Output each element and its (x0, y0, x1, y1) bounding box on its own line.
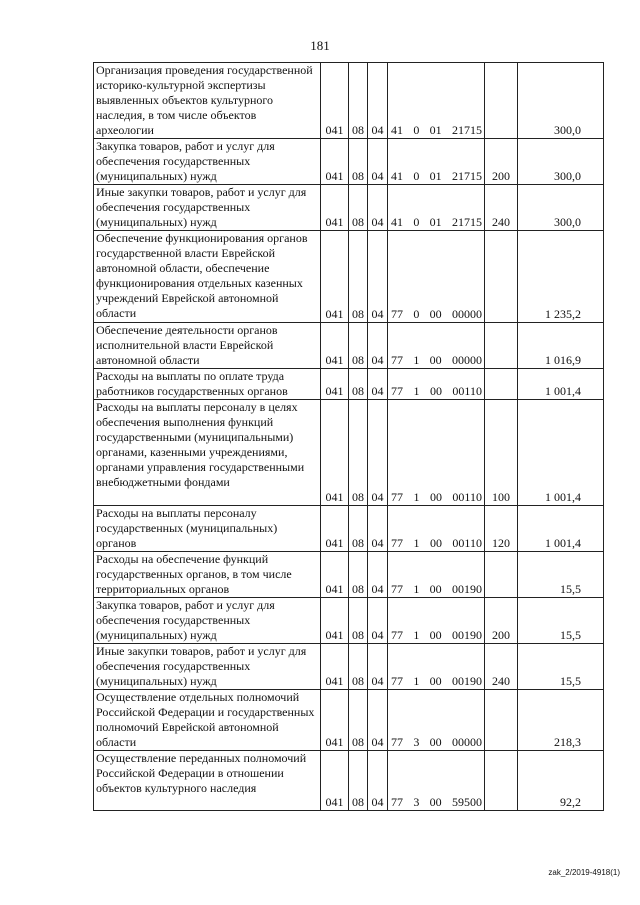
table-row (94, 644, 604, 690)
csr-code (388, 169, 484, 184)
table-row (94, 598, 604, 644)
row-name: Расходы на обеспечение функций государственных органов, в том числе территориальных органов (94, 552, 321, 598)
csr-part: 01 (429, 215, 442, 229)
cell-gr: 041 (321, 323, 349, 369)
cell-csr (388, 552, 485, 598)
cell-csr (388, 506, 485, 552)
cell-gr: 041 (321, 63, 349, 139)
csr-part: 41 (391, 169, 403, 183)
cell-vr (485, 690, 518, 751)
row-name: Закупка товаров, работ и услуг для обеспечения государственных (муниципальных) нужд (94, 139, 321, 185)
cell-csr (388, 185, 485, 231)
csr-part: 1 (413, 582, 420, 596)
csr-part: 77 (391, 582, 403, 596)
cell-sum: 218,3 (518, 690, 604, 751)
cell-sum: 300,0 (518, 185, 604, 231)
cell-vr (485, 63, 518, 139)
table-row (94, 751, 604, 811)
footer-code: zak_2/2019-4918(1) (548, 868, 620, 877)
cell-rz: 08 (349, 690, 368, 751)
csr-part: 77 (391, 536, 403, 550)
csr-part: 41 (391, 215, 403, 229)
csr-code (388, 582, 484, 597)
cell-gr: 041 (321, 598, 349, 644)
cell-csr (388, 231, 485, 323)
cell-pr: 04 (368, 598, 388, 644)
cell-rz: 08 (349, 139, 368, 185)
cell-gr: 041 (321, 644, 349, 690)
cell-vr: 120 (485, 506, 518, 552)
csr-part: 77 (391, 674, 403, 688)
cell-pr: 04 (368, 751, 388, 811)
csr-part: 1 (413, 490, 420, 504)
cell-rz: 08 (349, 63, 368, 139)
cell-csr (388, 369, 485, 400)
cell-pr: 04 (368, 552, 388, 598)
cell-gr: 041 (321, 690, 349, 751)
cell-vr (485, 323, 518, 369)
cell-vr (485, 231, 518, 323)
cell-gr: 041 (321, 400, 349, 506)
cell-vr (485, 751, 518, 811)
csr-part: 0 (413, 123, 420, 137)
table-row (94, 690, 604, 751)
csr-code (388, 628, 484, 643)
cell-pr: 04 (368, 185, 388, 231)
cell-pr: 04 (368, 139, 388, 185)
cell-csr (388, 323, 485, 369)
cell-pr: 04 (368, 369, 388, 400)
cell-pr: 04 (368, 644, 388, 690)
cell-gr: 041 (321, 751, 349, 811)
cell-rz: 08 (349, 598, 368, 644)
csr-part: 21715 (451, 169, 482, 183)
cell-rz: 08 (349, 400, 368, 506)
csr-part: 00 (429, 536, 442, 550)
csr-part: 77 (391, 384, 403, 398)
csr-part: 3 (413, 795, 420, 809)
csr-part: 00 (429, 490, 442, 504)
cell-sum: 1 016,9 (518, 323, 604, 369)
csr-part: 1 (413, 536, 420, 550)
csr-part: 00 (429, 735, 442, 749)
row-name: Расходы на выплаты по оплате труда работников государственных органов (94, 369, 321, 400)
row-name: Расходы на выплаты персоналу государственных (муниципальных) органов (94, 506, 321, 552)
csr-part: 00 (429, 582, 442, 596)
csr-code (388, 490, 484, 505)
cell-gr: 041 (321, 552, 349, 598)
csr-part: 3 (413, 735, 420, 749)
csr-part: 00 (429, 307, 442, 321)
cell-rz: 08 (349, 552, 368, 598)
cell-csr (388, 598, 485, 644)
csr-part: 1 (413, 384, 420, 398)
table-row (94, 400, 604, 506)
cell-csr (388, 644, 485, 690)
csr-part: 00110 (452, 384, 482, 398)
cell-sum: 1 001,4 (518, 400, 604, 506)
cell-vr: 200 (485, 598, 518, 644)
row-name: Обеспечение функционирования органов государственной власти Еврейской автономной области, обеспечение функционирования отдельных казенных учреждений Еврейской автономной области (94, 231, 321, 323)
cell-rz: 08 (349, 323, 368, 369)
csr-part: 00110 (452, 536, 482, 550)
row-name: Расходы на выплаты персоналу в целях обеспечения выполнения функций государственными (муниципальными) органами, казенными учреждениями, органами управления государственными внебюджетными фондами (94, 400, 321, 506)
csr-part: 00000 (451, 735, 482, 749)
cell-pr: 04 (368, 323, 388, 369)
csr-code (388, 123, 484, 138)
csr-code (388, 353, 484, 368)
cell-csr (388, 690, 485, 751)
cell-sum: 1 001,4 (518, 369, 604, 400)
row-name: Осуществление отдельных полномочий Российской Федерации и государственных полномочий Еврейской автономной области (94, 690, 321, 751)
row-name: Организация проведения государственной историко-культурной экспертизы выявленных объектов культурного наследия, в том числе объектов археологии (94, 63, 321, 139)
csr-part: 00 (429, 384, 442, 398)
cell-sum: 15,5 (518, 598, 604, 644)
csr-part: 00 (429, 674, 442, 688)
budget-table (93, 62, 604, 811)
csr-code (388, 536, 484, 551)
cell-vr: 200 (485, 139, 518, 185)
csr-part: 0 (413, 307, 420, 321)
cell-rz: 08 (349, 369, 368, 400)
csr-part: 1 (413, 674, 420, 688)
csr-part: 77 (391, 307, 403, 321)
cell-gr: 041 (321, 185, 349, 231)
csr-part: 00 (429, 353, 442, 367)
csr-part: 00190 (451, 674, 482, 688)
csr-part: 77 (391, 353, 403, 367)
csr-part: 77 (391, 490, 403, 504)
csr-part: 0 (413, 215, 420, 229)
table-row (94, 231, 604, 323)
cell-pr: 04 (368, 506, 388, 552)
cell-vr (485, 369, 518, 400)
csr-code (388, 307, 484, 322)
csr-part: 00190 (451, 582, 482, 596)
row-name: Иные закупки товаров, работ и услуг для обеспечения государственных (муниципальных) нужд (94, 644, 321, 690)
cell-gr: 041 (321, 231, 349, 323)
csr-part: 0 (413, 169, 420, 183)
csr-code (388, 215, 484, 230)
table-body (94, 63, 604, 811)
cell-sum: 15,5 (518, 644, 604, 690)
csr-part: 00 (429, 795, 442, 809)
csr-code (388, 674, 484, 689)
csr-part: 1 (413, 353, 420, 367)
csr-part: 77 (391, 795, 403, 809)
page-number: 181 (310, 38, 330, 53)
cell-pr: 04 (368, 63, 388, 139)
csr-part: 01 (429, 169, 442, 183)
table-row (94, 369, 604, 400)
row-name: Закупка товаров, работ и услуг для обеспечения государственных (муниципальных) нужд (94, 598, 321, 644)
csr-part: 21715 (451, 123, 482, 137)
cell-csr (388, 139, 485, 185)
csr-code (388, 735, 484, 750)
row-name: Иные закупки товаров, работ и услуг для обеспечения государственных (муниципальных) нужд (94, 185, 321, 231)
cell-sum: 1 235,2 (518, 231, 604, 323)
cell-rz: 08 (349, 185, 368, 231)
table-row (94, 63, 604, 139)
row-name: Обеспечение деятельности органов исполнительной власти Еврейской автономной области (94, 323, 321, 369)
cell-rz: 08 (349, 231, 368, 323)
cell-vr: 100 (485, 400, 518, 506)
csr-code (388, 795, 484, 810)
table-row (94, 185, 604, 231)
cell-pr: 04 (368, 690, 388, 751)
csr-part: 41 (391, 123, 403, 137)
cell-vr (485, 552, 518, 598)
csr-part: 59500 (451, 795, 482, 809)
csr-part: 00000 (451, 307, 482, 321)
table-row (94, 323, 604, 369)
cell-sum: 1 001,4 (518, 506, 604, 552)
cell-gr: 041 (321, 506, 349, 552)
csr-part: 77 (391, 735, 403, 749)
cell-sum: 300,0 (518, 139, 604, 185)
csr-part: 00110 (452, 490, 482, 504)
csr-code (388, 384, 484, 399)
cell-sum: 300,0 (518, 63, 604, 139)
row-name: Осуществление переданных полномочий Российской Федерации в отношении объектов культурного наследия (94, 751, 321, 811)
cell-vr: 240 (485, 644, 518, 690)
csr-part: 21715 (451, 215, 482, 229)
csr-part: 00000 (451, 353, 482, 367)
cell-gr: 041 (321, 139, 349, 185)
table-row (94, 139, 604, 185)
cell-rz: 08 (349, 751, 368, 811)
cell-rz: 08 (349, 644, 368, 690)
cell-pr: 04 (368, 400, 388, 506)
table-row (94, 552, 604, 598)
cell-csr (388, 63, 485, 139)
cell-csr (388, 751, 485, 811)
csr-part: 01 (429, 123, 442, 137)
cell-csr (388, 400, 485, 506)
csr-part: 00190 (451, 628, 482, 642)
csr-part: 1 (413, 628, 420, 642)
csr-part: 00 (429, 628, 442, 642)
cell-sum: 92,2 (518, 751, 604, 811)
cell-pr: 04 (368, 231, 388, 323)
cell-sum: 15,5 (518, 552, 604, 598)
cell-rz: 08 (349, 506, 368, 552)
table-row (94, 506, 604, 552)
csr-part: 77 (391, 628, 403, 642)
cell-vr: 240 (485, 185, 518, 231)
cell-gr: 041 (321, 369, 349, 400)
